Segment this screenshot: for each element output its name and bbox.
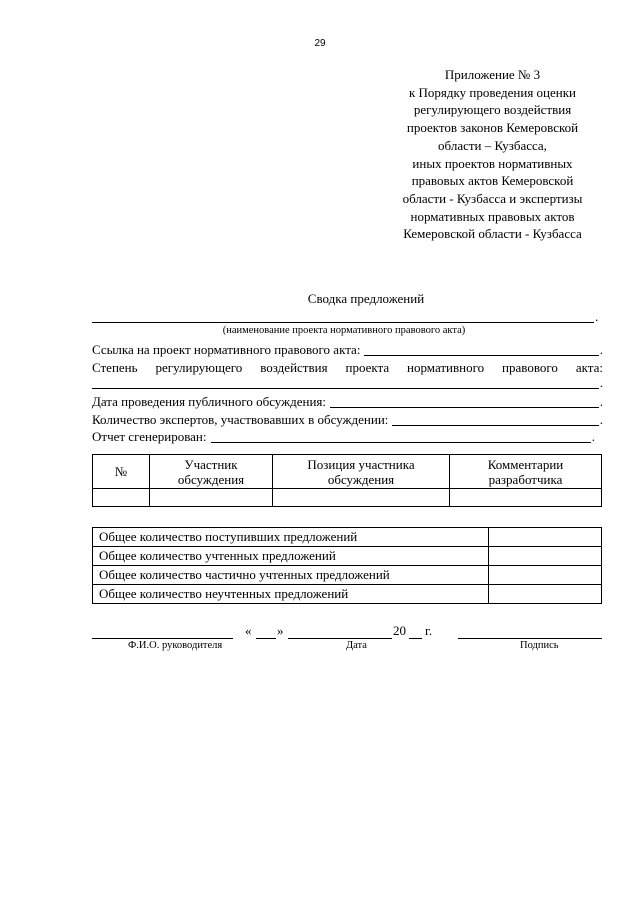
summary-row — [93, 585, 602, 604]
year-suffix: г. — [425, 623, 433, 638]
table-cell — [150, 489, 273, 507]
annex-line: проектов законов Кемеровской — [406, 120, 579, 136]
signature-blank — [458, 638, 602, 639]
summary-row — [93, 528, 602, 547]
report-label: Отчет сгенерирован: — [92, 429, 207, 444]
degree-word: правового — [502, 360, 558, 375]
summary-label: Общее количество неучтенных предложений — [93, 585, 489, 604]
degree-word: акта: — [575, 360, 603, 375]
annex-line: области - Кузбасса и экспертизы — [402, 190, 583, 206]
experts-label: Количество экспертов, участвовавших в обсуждении: — [92, 412, 389, 427]
degree-word: воздействия — [260, 360, 328, 375]
annex-line: правовых актов Кемеровской — [411, 173, 574, 189]
date-caption: Дата — [346, 640, 367, 651]
annex-line: иных проектов нормативных — [412, 155, 573, 171]
proposals-table — [92, 454, 602, 507]
year-blank — [409, 638, 422, 639]
header-cell-number: № — [93, 455, 150, 489]
annex-line: области – Кузбасса, — [438, 137, 547, 153]
header-cell-position: Позиция участника обсуждения — [273, 455, 450, 489]
summary-row — [93, 566, 602, 585]
month-blank — [288, 638, 392, 639]
header-cell-comments: Комментарии разработчика — [450, 455, 602, 489]
date-field: Дата проведения публичного обсуждения: . — [92, 394, 603, 409]
annex-line: к Порядку проведения оценки — [408, 84, 577, 100]
fio-blank — [92, 638, 233, 639]
link-field: Ссылка на проект нормативного правового акта: . — [92, 342, 603, 357]
project-name-caption: (наименование проекта нормативного правового акта) — [222, 325, 466, 336]
day-blank — [256, 638, 276, 639]
table-cell — [450, 489, 602, 507]
signature-label: Подпись — [520, 640, 559, 651]
page-number: 29 — [314, 38, 326, 49]
experts-field: Количество экспертов, участвовавших в обсуждении: . — [92, 412, 603, 427]
project-name-line — [92, 322, 594, 323]
summary-label: Общее количество учтенных предложений — [93, 547, 489, 566]
annex-line: Приложение № 3 — [444, 67, 541, 82]
annex-heading — [380, 66, 605, 243]
link-label: Ссылка на проект нормативного правового акта: — [92, 342, 361, 357]
summary-table — [92, 527, 602, 604]
line-end-dot: . — [595, 309, 599, 324]
experts-blank — [392, 425, 598, 426]
link-blank — [364, 355, 598, 356]
degree-word: Степень — [92, 360, 138, 375]
header-cell-participant: Участник обсуждения — [150, 455, 273, 489]
fio-label: Ф.И.О. руководителя — [128, 640, 223, 651]
summary-label: Общее количество поступивших предложений — [93, 528, 489, 547]
annex-line: регулирующего воздействия — [413, 102, 572, 118]
quote-close: » — [277, 623, 284, 638]
annex-line: нормативных правовых актов — [410, 208, 575, 224]
report-field: Отчет сгенерирован: . — [92, 429, 595, 444]
degree-blank — [92, 388, 599, 389]
degree-word: нормативного — [407, 360, 485, 375]
summary-value — [489, 585, 602, 604]
summary-value — [489, 566, 602, 585]
table-cell — [93, 489, 150, 507]
summary-value — [489, 528, 602, 547]
report-blank — [211, 442, 591, 443]
table-cell — [273, 489, 450, 507]
date-label: Дата проведения публичного обсуждения: — [92, 394, 326, 409]
quote-open: « — [245, 623, 252, 638]
summary-label: Общее количество частично учтенных предложений — [93, 566, 489, 585]
summary-row — [93, 547, 602, 566]
date-blank — [330, 407, 599, 408]
document-title: Сводка предложений — [307, 291, 425, 306]
degree-word: регулирующего — [155, 360, 243, 375]
year-prefix: 20 — [393, 623, 406, 638]
table-row — [93, 489, 602, 507]
degree-word: проекта — [345, 360, 390, 375]
degree-blank-row: . — [92, 374, 603, 392]
summary-value — [489, 547, 602, 566]
annex-line: Кемеровской области - Кузбасса — [403, 226, 582, 242]
